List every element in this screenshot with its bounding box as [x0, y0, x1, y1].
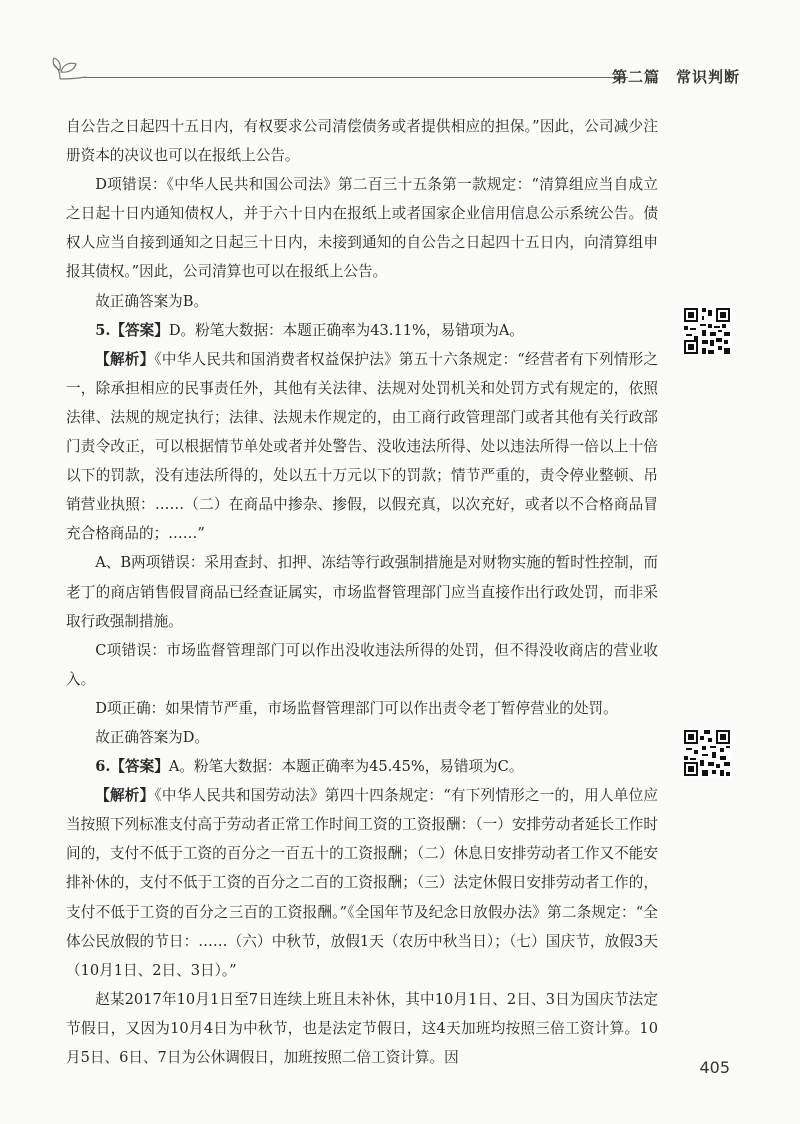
analysis-paragraph-6	[66, 781, 658, 985]
analysis-text: 《中华人民共和国消费者权益保护法》第五十六条规定：“经营者有下列情形之一，除承担相应的民事责任外，其他有关法律、法规对处罚机关和处罚方式有规定的，依照法律、法规的规定执行；法律、法规未作规定的，由工商行政管理部门或者其他有关行政部门责令改正，可以根据情节单处或者并处警告、没收违法所得、处以违法所得一倍以上十倍以下的罚款，没有违法所得的，处以五十万元以下的罚款；情节严重的，责令停业整顿、吊销营业执照：……（二）在商品中掺杂、掺假，以假充真，以次充好，或者以不合格商品冒充合格商品的；……”	[66, 350, 658, 543]
paragraph: A、B两项错误：采用查封、扣押、冻结等行政强制措施是对财物实施的暂时性控制，而老丁的商店销售假冒商品已经查证属实，市场监督管理部门应当直接作出行政处罚，而非采取行政强制措施。	[66, 554, 658, 630]
answer-paragraph-6	[66, 752, 658, 781]
answer-label: 6.【答案】	[95, 758, 169, 776]
analysis-label: 【解析】	[95, 787, 155, 805]
paragraph: 赵某2017年10月1日至7日连续上班且未补休，其中10月1日、2日、3日为国庆节法定节假日，又因为10月4日为中秋节，也是法定节假日，这4天加班均按照三倍工资计算。10月5日、6日、7日为公休调假日，加班按照二倍工资计算。因	[66, 990, 658, 1066]
answer-paragraph-5	[66, 316, 658, 345]
section-title: 第二篇 常识判断	[611, 68, 740, 86]
qr-code[interactable]	[682, 728, 732, 778]
page-number: 405	[699, 1058, 730, 1077]
page-body	[66, 112, 658, 1072]
paragraph: 故正确答案为D。	[95, 728, 210, 746]
paragraph: D项错误：《中华人民共和国公司法》第二百三十五条第一款规定：“清算组应当自成立之日起十日内通知债权人，并于六十日内在报纸上或者国家企业信用信息公示系统公告。债权人应当自接到通知之日起三十日内，未接到通知的自公告之日起四十五日内，向清算组申报其债权。”因此，公司清算也可以在报纸上公告。	[66, 176, 658, 281]
answer-text: D。粉笔大数据：本题正确率为43.11%，易错项为A。	[168, 321, 524, 339]
sprout-icon	[50, 52, 86, 82]
paragraph: 故正确答案为B。	[95, 292, 209, 310]
paragraph: C项错误：市场监督管理部门可以作出没收违法所得的处罚，但不得没收商店的营业收入。	[66, 641, 658, 688]
answer-text: A。粉笔大数据：本题正确率为45.45%，易错项为C。	[168, 758, 524, 776]
analysis-label: 【解析】	[95, 350, 155, 368]
paragraph: 自公告之日起四十五日内，有权要求公司清偿债务或者提供相应的担保。”因此，公司减少注册资本的决议也可以在报纸上公告。	[66, 118, 658, 165]
answer-label: 5.【答案】	[95, 321, 169, 339]
qr-code[interactable]	[682, 306, 732, 356]
running-header	[50, 52, 740, 88]
header-rule	[84, 77, 628, 78]
analysis-paragraph-5	[66, 345, 658, 549]
paragraph: D项正确：如果情节严重，市场监督管理部门可以作出责令老丁暂停营业的处罚。	[95, 699, 618, 717]
analysis-text: 《中华人民共和国劳动法》第四十四条规定：“有下列情形之一的，用人单位应当按照下列标准支付高于劳动者正常工作时间工资的工资报酬：（一）安排劳动者延长工作时间的，支付不低于工资的百分之一百五十的工资报酬；（二）休息日安排劳动者工作又不能安排补休的，支付不低于工资的百分之二百的工资报酬；（三）法定休假日安排劳动者工作的，支付不低于工资的百分之三百的工资报酬。”《全国年节及纪念日放假办法》第二条规定：“全体公民放假的节日：……（六）中秋节，放假1天（农历中秋当日）；（七）国庆节，放假3天（10月1日、2日、3日）。”	[66, 787, 658, 979]
